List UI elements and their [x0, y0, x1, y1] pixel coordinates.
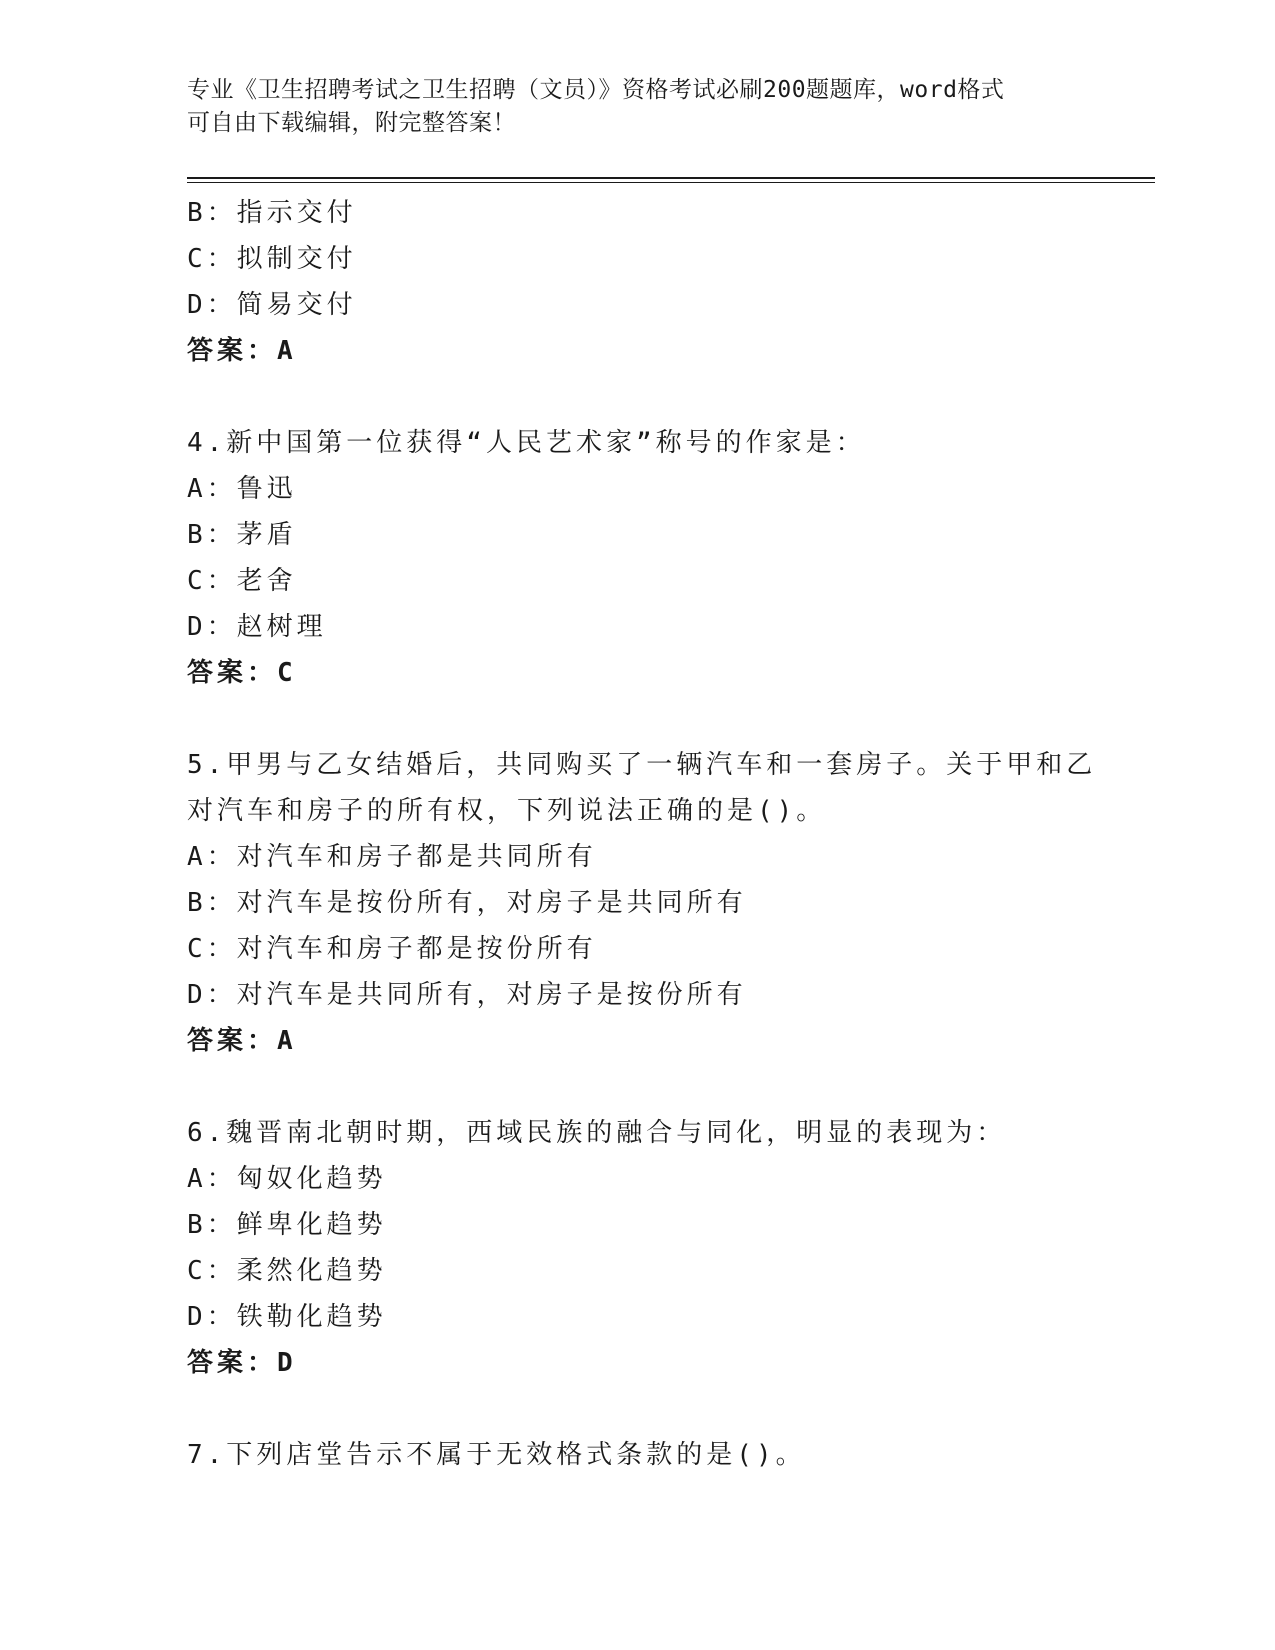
spacer — [187, 1064, 1087, 1110]
option-c: C：柔然化趋势 — [187, 1256, 387, 1286]
spacer — [187, 374, 1087, 420]
question-text-line-2: 对汽车和房子的所有权，下列说法正确的是()。 — [187, 796, 827, 826]
option-d: D：对汽车是共同所有，对房子是按份所有 — [187, 980, 747, 1010]
option-d: D：赵树理 — [187, 612, 327, 642]
question-4-block — [187, 420, 1087, 696]
answer-line: 答案：D — [187, 1348, 297, 1378]
header-title-line-2: 可自由下载编辑，附完整答案！ — [187, 110, 516, 136]
spacer — [187, 1386, 1087, 1432]
question-text: 6.魏晋南北朝时期，西域民族的融合与同化，明显的表现为： — [187, 1118, 1007, 1148]
header-title-line-1: 专业《卫生招聘考试之卫生招聘（文员）》资格考试必刷200题题库，word格式 — [187, 77, 1005, 103]
answer-line: 答案：A — [187, 1026, 297, 1056]
question-5-block — [187, 742, 1097, 1064]
prev-question-block — [187, 190, 1087, 374]
option-a: A：对汽车和房子都是共同所有 — [187, 842, 597, 872]
option-b: B：茅盾 — [187, 520, 297, 550]
document-header — [187, 74, 1087, 140]
question-text: 4.新中国第一位获得“人民艺术家”称号的作家是： — [187, 428, 866, 458]
spacer — [187, 696, 1087, 742]
header-divider-thick — [187, 177, 1155, 179]
option-b: B：鲜卑化趋势 — [187, 1210, 387, 1240]
option-b: B：指示交付 — [187, 198, 357, 228]
option-d: D：铁勒化趋势 — [187, 1302, 387, 1332]
question-6-block — [187, 1110, 1087, 1386]
option-d: D：简易交付 — [187, 290, 357, 320]
document-body — [187, 190, 1097, 1478]
option-c: C：拟制交付 — [187, 244, 357, 274]
option-a: A：鲁迅 — [187, 474, 297, 504]
answer-line: 答案：C — [187, 658, 297, 688]
option-c: C：对汽车和房子都是按份所有 — [187, 934, 597, 964]
question-text: 7.下列店堂告示不属于无效格式条款的是()。 — [187, 1440, 806, 1470]
option-a: A：匈奴化趋势 — [187, 1164, 387, 1194]
question-7-block — [187, 1432, 1087, 1478]
header-divider-thin — [187, 182, 1155, 183]
option-b: B：对汽车是按份所有，对房子是共同所有 — [187, 888, 747, 918]
question-text-line-1: 5.甲男与乙女结婚后，共同购买了一辆汽车和一套房子。关于甲和乙 — [187, 750, 1097, 780]
option-c: C：老舍 — [187, 566, 297, 596]
answer-line: 答案：A — [187, 336, 297, 366]
